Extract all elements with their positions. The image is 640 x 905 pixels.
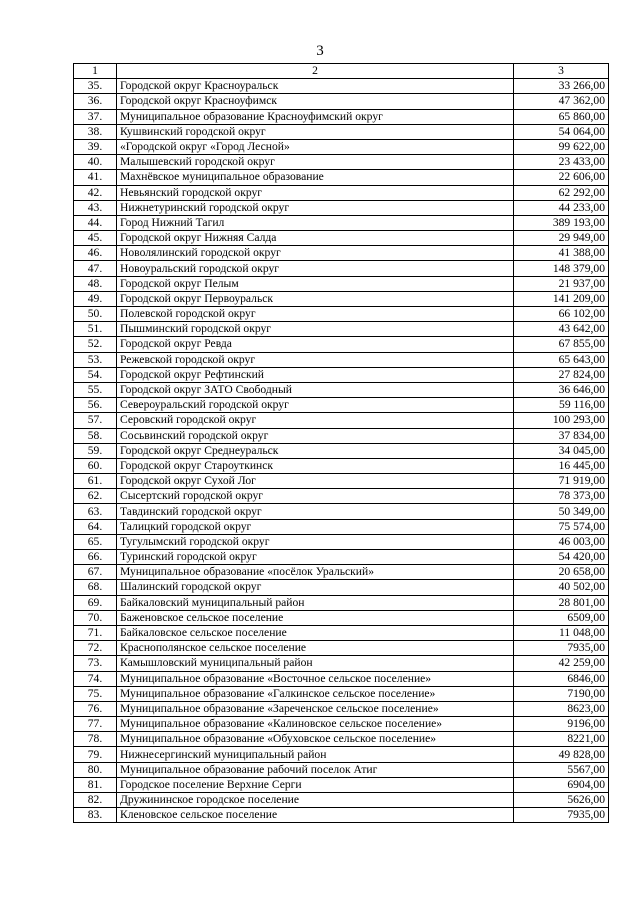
row-amount: 33 266,00	[514, 79, 609, 94]
table-row	[74, 367, 609, 382]
row-amount: 23 433,00	[514, 155, 609, 170]
row-number: 61.	[74, 474, 117, 489]
row-name: «Городской округ «Город Лесной»	[117, 139, 514, 154]
header-col-3: 3	[514, 64, 609, 79]
row-name: Муниципальное образование Красноуфимский округ	[117, 109, 514, 124]
row-number: 49.	[74, 291, 117, 306]
table-row	[74, 139, 609, 154]
row-amount: 67 855,00	[514, 337, 609, 352]
row-name: Кленовское сельское поселение	[117, 808, 514, 823]
row-name: Городской округ Староуткинск	[117, 458, 514, 473]
table-row	[74, 276, 609, 291]
row-name: Муниципальное образование «Восточное сельское поселение»	[117, 671, 514, 686]
table-header-row	[74, 64, 609, 79]
row-name: Талицкий городской округ	[117, 519, 514, 534]
table-row	[74, 580, 609, 595]
table-row	[74, 428, 609, 443]
row-name: Новолялинский городской округ	[117, 246, 514, 261]
table-row	[74, 565, 609, 580]
row-number: 77.	[74, 717, 117, 732]
row-amount: 11 048,00	[514, 625, 609, 640]
table-row	[74, 534, 609, 549]
row-number: 48.	[74, 276, 117, 291]
table-row	[74, 398, 609, 413]
row-amount: 20 658,00	[514, 565, 609, 580]
row-number: 38.	[74, 124, 117, 139]
row-name: Сысертский городской округ	[117, 489, 514, 504]
row-amount: 141 209,00	[514, 291, 609, 306]
table-row	[74, 200, 609, 215]
row-number: 39.	[74, 139, 117, 154]
row-name: Махнёвское муниципальное образование	[117, 170, 514, 185]
row-amount: 27 824,00	[514, 367, 609, 382]
row-amount: 42 259,00	[514, 656, 609, 671]
table-row	[74, 185, 609, 200]
row-amount: 49 828,00	[514, 747, 609, 762]
row-amount: 40 502,00	[514, 580, 609, 595]
row-amount: 54 420,00	[514, 550, 609, 565]
row-number: 42.	[74, 185, 117, 200]
table-row	[74, 762, 609, 777]
table-row	[74, 625, 609, 640]
row-name: Малышевский городской округ	[117, 155, 514, 170]
row-number: 73.	[74, 656, 117, 671]
row-number: 54.	[74, 367, 117, 382]
table-row	[74, 94, 609, 109]
table-row	[74, 656, 609, 671]
row-amount: 99 622,00	[514, 139, 609, 154]
row-number: 71.	[74, 625, 117, 640]
table-row	[74, 382, 609, 397]
row-name: Тугулымский городской округ	[117, 534, 514, 549]
table-row	[74, 747, 609, 762]
row-amount: 22 606,00	[514, 170, 609, 185]
row-amount: 66 102,00	[514, 307, 609, 322]
table-row	[74, 109, 609, 124]
row-number: 79.	[74, 747, 117, 762]
row-amount: 21 937,00	[514, 276, 609, 291]
row-name: Муниципальное образование «Обуховское сельское поселение»	[117, 732, 514, 747]
row-amount: 47 362,00	[514, 94, 609, 109]
row-amount: 44 233,00	[514, 200, 609, 215]
row-name: Полевской городской округ	[117, 307, 514, 322]
row-amount: 59 116,00	[514, 398, 609, 413]
table-row	[74, 595, 609, 610]
table-row	[74, 519, 609, 534]
row-number: 67.	[74, 565, 117, 580]
row-number: 35.	[74, 79, 117, 94]
row-name: Краснополянское сельское поселение	[117, 641, 514, 656]
row-amount: 46 003,00	[514, 534, 609, 549]
row-name: Туринский городской округ	[117, 550, 514, 565]
row-amount: 43 642,00	[514, 322, 609, 337]
row-number: 59.	[74, 443, 117, 458]
row-number: 83.	[74, 808, 117, 823]
row-number: 62.	[74, 489, 117, 504]
row-amount: 36 646,00	[514, 382, 609, 397]
row-number: 80.	[74, 762, 117, 777]
table-row	[74, 79, 609, 94]
row-amount: 7935,00	[514, 808, 609, 823]
header-col-1: 1	[74, 64, 117, 79]
row-name: Город Нижний Тагил	[117, 215, 514, 230]
row-amount: 8221,00	[514, 732, 609, 747]
table-row	[74, 489, 609, 504]
row-amount: 54 064,00	[514, 124, 609, 139]
row-number: 63.	[74, 504, 117, 519]
row-name: Городской округ Красноуральск	[117, 79, 514, 94]
table-row	[74, 671, 609, 686]
table-row	[74, 246, 609, 261]
row-number: 82.	[74, 793, 117, 808]
row-name: Нижнетуринский городской округ	[117, 200, 514, 215]
row-name: Городской округ Пелым	[117, 276, 514, 291]
row-name: Баженовское сельское поселение	[117, 610, 514, 625]
row-number: 58.	[74, 428, 117, 443]
page-number: 3	[316, 43, 324, 59]
row-name: Серовский городской округ	[117, 413, 514, 428]
row-amount: 7935,00	[514, 641, 609, 656]
table-row	[74, 413, 609, 428]
row-amount: 71 919,00	[514, 474, 609, 489]
row-amount: 389 193,00	[514, 215, 609, 230]
table-row	[74, 337, 609, 352]
table-row	[74, 170, 609, 185]
row-name: Шалинский городской округ	[117, 580, 514, 595]
row-number: 81.	[74, 777, 117, 792]
row-name: Городской округ Красноуфимск	[117, 94, 514, 109]
table-row	[74, 474, 609, 489]
table-row	[74, 322, 609, 337]
row-amount: 16 445,00	[514, 458, 609, 473]
table-row	[74, 458, 609, 473]
row-name: Кушвинский городской округ	[117, 124, 514, 139]
row-number: 40.	[74, 155, 117, 170]
row-name: Режевской городской округ	[117, 352, 514, 367]
table-row	[74, 261, 609, 276]
row-amount: 75 574,00	[514, 519, 609, 534]
row-number: 65.	[74, 534, 117, 549]
row-amount: 65 860,00	[514, 109, 609, 124]
table-row	[74, 504, 609, 519]
row-name: Муниципальное образование «посёлок Уральский»	[117, 565, 514, 580]
row-number: 51.	[74, 322, 117, 337]
row-number: 43.	[74, 200, 117, 215]
row-amount: 5567,00	[514, 762, 609, 777]
table-row	[74, 550, 609, 565]
row-amount: 34 045,00	[514, 443, 609, 458]
row-name: Дружининское городское поселение	[117, 793, 514, 808]
row-number: 72.	[74, 641, 117, 656]
row-name: Невьянский городской округ	[117, 185, 514, 200]
row-amount: 6509,00	[514, 610, 609, 625]
table-body	[74, 79, 609, 823]
table-row	[74, 352, 609, 367]
allocation-table	[73, 63, 609, 823]
table-row	[74, 215, 609, 230]
row-amount: 100 293,00	[514, 413, 609, 428]
row-amount: 29 949,00	[514, 231, 609, 246]
row-name: Городской округ Ревда	[117, 337, 514, 352]
row-number: 44.	[74, 215, 117, 230]
table-row	[74, 231, 609, 246]
row-amount: 78 373,00	[514, 489, 609, 504]
header-col-2: 2	[117, 64, 514, 79]
row-number: 68.	[74, 580, 117, 595]
row-name: Сосьвинский городской округ	[117, 428, 514, 443]
row-number: 78.	[74, 732, 117, 747]
row-name: Муниципальное образование «Зареченское сельское поселение»	[117, 701, 514, 716]
row-amount: 41 388,00	[514, 246, 609, 261]
table-row	[74, 808, 609, 823]
row-amount: 7190,00	[514, 686, 609, 701]
row-amount: 9196,00	[514, 717, 609, 732]
row-number: 37.	[74, 109, 117, 124]
row-number: 53.	[74, 352, 117, 367]
row-name: Нижнесергинский муниципальный район	[117, 747, 514, 762]
row-name: Городской округ Нижняя Салда	[117, 231, 514, 246]
row-number: 52.	[74, 337, 117, 352]
row-amount: 50 349,00	[514, 504, 609, 519]
table-row	[74, 732, 609, 747]
row-number: 76.	[74, 701, 117, 716]
row-amount: 8623,00	[514, 701, 609, 716]
row-name: Городское поселение Верхние Серги	[117, 777, 514, 792]
table-row	[74, 155, 609, 170]
row-name: Североуральский городской округ	[117, 398, 514, 413]
row-number: 74.	[74, 671, 117, 686]
row-number: 46.	[74, 246, 117, 261]
row-name: Муниципальное образование «Калиновское сельское поселение»	[117, 717, 514, 732]
table-row	[74, 686, 609, 701]
row-number: 41.	[74, 170, 117, 185]
row-amount: 6846,00	[514, 671, 609, 686]
row-amount: 148 379,00	[514, 261, 609, 276]
row-name: Городской округ ЗАТО Свободный	[117, 382, 514, 397]
table-row	[74, 777, 609, 792]
table-row	[74, 307, 609, 322]
row-name: Пышминский городской округ	[117, 322, 514, 337]
row-number: 64.	[74, 519, 117, 534]
table-row	[74, 291, 609, 306]
table-row	[74, 610, 609, 625]
row-number: 66.	[74, 550, 117, 565]
row-number: 60.	[74, 458, 117, 473]
row-name: Камышловский муниципальный район	[117, 656, 514, 671]
row-name: Тавдинский городской округ	[117, 504, 514, 519]
table-row	[74, 443, 609, 458]
row-number: 36.	[74, 94, 117, 109]
row-number: 56.	[74, 398, 117, 413]
row-amount: 28 801,00	[514, 595, 609, 610]
row-amount: 37 834,00	[514, 428, 609, 443]
row-amount: 5626,00	[514, 793, 609, 808]
row-name: Городской округ Рефтинский	[117, 367, 514, 382]
row-number: 45.	[74, 231, 117, 246]
row-number: 57.	[74, 413, 117, 428]
row-number: 75.	[74, 686, 117, 701]
row-name: Байкаловский муниципальный район	[117, 595, 514, 610]
row-number: 50.	[74, 307, 117, 322]
table-row	[74, 793, 609, 808]
row-name: Городской округ Сухой Лог	[117, 474, 514, 489]
row-number: 69.	[74, 595, 117, 610]
table-row	[74, 717, 609, 732]
table-row	[74, 124, 609, 139]
row-name: Городской округ Первоуральск	[117, 291, 514, 306]
row-number: 47.	[74, 261, 117, 276]
row-number: 55.	[74, 382, 117, 397]
row-name: Новоуральский городской округ	[117, 261, 514, 276]
row-amount: 6904,00	[514, 777, 609, 792]
row-amount: 65 643,00	[514, 352, 609, 367]
row-number: 70.	[74, 610, 117, 625]
table-row	[74, 641, 609, 656]
row-name: Байкаловское сельское поселение	[117, 625, 514, 640]
row-amount: 62 292,00	[514, 185, 609, 200]
row-name: Муниципальное образование рабочий поселок Атиг	[117, 762, 514, 777]
table-row	[74, 701, 609, 716]
row-name: Городской округ Среднеуральск	[117, 443, 514, 458]
row-name: Муниципальное образование «Галкинское сельское поселение»	[117, 686, 514, 701]
